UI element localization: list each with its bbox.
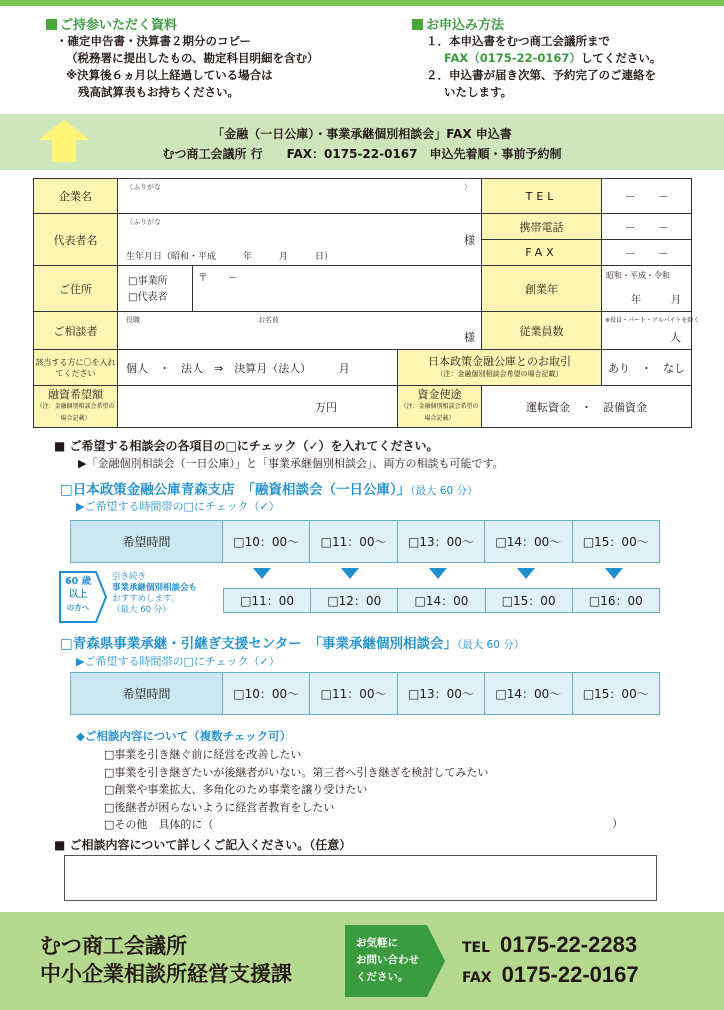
check-instruction: ■ ご希望する相談会の各項目の□にチェック（✓）を入れてください。 [54,439,439,453]
down-triangle-icon [605,568,623,579]
content-option[interactable]: □事業を引き継ぐ前に経営を改善したい [104,748,302,761]
session2-time-table [70,672,660,715]
content-option[interactable]: □その他 具体的に（ [104,818,214,831]
apply-line: ２．申込書が届き次第、予約完了のご連絡を [426,68,656,82]
session2-instruction: ▶ご希望する時間帯の□にチェック（✓） [76,655,280,668]
fund-usage-field[interactable]: 運転資金 ・ 設備資金 [482,386,692,428]
representative-field[interactable]: （ふりがな 様 生年月日（昭和・平成 年 月 日） [118,214,482,266]
cta-text: お気軽に お問い合わせ ください。 [356,937,419,983]
square-bullet-icon [46,19,57,30]
both-possible-note: ▶「金融個別相談会（一日公庫）」と「事業承継個別相談会」、両方の相談も可能です。 [78,457,504,470]
apply-line: １．本申込書をむつ商工会議所まで [426,34,610,48]
session2-slot[interactable]: □15：00～ [572,673,659,715]
content-option[interactable]: □創業や事業拡大、多角化のため事業を譲り受けたい [104,783,368,796]
documents-heading: ご持参いただく資料 [46,14,177,33]
session2-slot[interactable]: □14：00～ [485,673,572,715]
session1-time-table [70,520,660,563]
followup-slot[interactable]: □15：00 [485,589,572,613]
content-option[interactable]: □事業を引き継ぎたいが後継者がいない。第三者へ引き継ぎを検討してみたい [104,765,489,779]
birthdate-field[interactable]: 生年月日（昭和・平成 年 月 日） [126,252,334,262]
loan-amount-label: 融資希望額 （注：金融個別相談会希望の場合記載） [34,386,118,428]
footer-tel[interactable]: TEL 0175-22-2283 [462,932,638,957]
session2-slot[interactable]: □10：00～ [223,673,310,715]
address-field[interactable]: □事業所 □代表者 〒 － [118,266,482,312]
tel-label: TEL [482,179,602,214]
down-triangle-icon [429,568,447,579]
address-label: ご住所 [34,266,118,312]
documents-line: ・確定申告書・決算書２期分のコピー [56,34,252,48]
top-accent-bar [0,0,724,6]
followup-slot[interactable]: □14：00 [398,589,485,613]
detail-textarea[interactable] [64,855,657,901]
square-bullet-icon [412,19,423,30]
office-checkbox[interactable]: □事業所 [128,276,168,287]
age-recommendation: 引き続き 事業承継個別相談会も おすすめします。 （最大 60 分） [112,572,198,615]
consultant-field[interactable]: 役職 お名前 様 [118,312,482,350]
apply-line: いたします。 [444,85,513,99]
footer-fax[interactable]: FAX 0175-22-0167 [462,962,639,987]
employees-label: 従業員数 [482,312,602,350]
documents-line: ※決算後６ヵ月以上経過している場合は [66,68,273,82]
company-field[interactable]: （ふりがな ） [118,179,482,214]
application-form [33,178,700,428]
representative-checkbox[interactable]: □代表者 [128,292,168,303]
jfc-field[interactable]: あり ・ なし [602,350,692,386]
founded-label: 創業年 [482,266,602,312]
content-options [104,746,488,834]
session2-slot[interactable]: □13：00～ [397,673,484,715]
session1-instruction: ▶ご希望する時間帯の□にチェック（✓） [76,500,280,513]
down-triangle-icon [517,568,535,579]
apply-line: FAX（0175-22-0167）してください。 [444,51,662,65]
session1-followup-table [223,588,660,613]
fax-form-title [0,124,724,164]
fax-field[interactable]: － － [602,240,692,266]
followup-slot[interactable]: □12：00 [311,589,398,613]
entity-type-label: 該当する方に〇を入れてください [34,350,118,386]
session1-time-label: 希望時間 [71,521,223,563]
followup-slot[interactable]: □11：00 [224,589,311,613]
fax-title-sub: むつ商工会議所 行 FAX：0175-22-0167 申込先着順・事前予約制 [162,147,562,161]
mobile-field[interactable]: － － [602,214,692,240]
content-option[interactable]: □後継者が困らないように経営者教育をしたい [104,800,335,814]
fund-usage-label: 資金使途 （注：金融個別相談会希望の場合記載） [398,386,482,428]
documents-line: 残高試算表もお持ちください。 [78,85,239,99]
mobile-label: 携帯電話 [482,214,602,240]
followup-slot[interactable]: □16：00 [572,589,659,613]
fax-label: FAX [482,240,602,266]
session1-slot[interactable]: □14：00～ [485,521,572,563]
detail-heading: ■ ご相談内容について詳しくご記入ください。（任意） [54,838,352,852]
age-badge: 60 歳 以上 の方へ [64,576,92,612]
session2-title[interactable]: □青森県事業承継・引継ぎ支援センター 「事業承継個別相談会」（最大 60 分） [60,636,525,652]
fax-number-highlight: FAX（0175-22-0167） [444,51,581,65]
representative-label: 代表者名 [34,214,118,266]
employees-field[interactable]: ※役員・パート・アルバイトを除く 人 [602,312,692,350]
documents-line: （税務署に提出したもの、勘定科目明細を含む） [66,51,319,65]
down-triangle-icon [341,568,359,579]
down-triangle-icon [253,568,271,579]
other-close-paren: ） [612,817,623,830]
session1-slot[interactable]: □13：00～ [397,521,484,563]
session1-slot[interactable]: □10：00～ [223,521,310,563]
jfc-label: 日本政策金融公庫とのお取引 （注：金融個別相談会希望の場合記載） [398,350,602,386]
session1-title[interactable]: □日本政策金融公庫青森支店 「融資相談会（一日公庫）」（最大 60 分） [60,482,478,498]
apply-heading: お申込み方法 [412,14,504,33]
company-label: 企業名 [34,179,118,214]
tel-field[interactable]: － － [602,179,692,214]
session2-time-label: 希望時間 [71,673,223,715]
footer-org: むつ商工会議所 中小企業相談所経営支援課 [40,934,292,986]
session2-slot[interactable]: □11：00～ [310,673,397,715]
founded-field[interactable]: 昭和・平成・令和 年 月 [602,266,692,312]
fax-title-main: 「金融（一日公庫）・事業承継個別相談会」FAX 申込書 [212,127,512,141]
entity-type-field[interactable]: 個人 ・ 法人 ⇒ 決算月（法人） 月 [118,350,398,386]
session1-slot[interactable]: □15：00～ [572,521,659,563]
session1-slot[interactable]: □11：00～ [310,521,397,563]
loan-amount-field[interactable]: 万円 [118,386,398,428]
consultant-label: ご相談者 [34,312,118,350]
content-heading: ◆ご相談内容について（複数チェック可） [76,729,292,743]
